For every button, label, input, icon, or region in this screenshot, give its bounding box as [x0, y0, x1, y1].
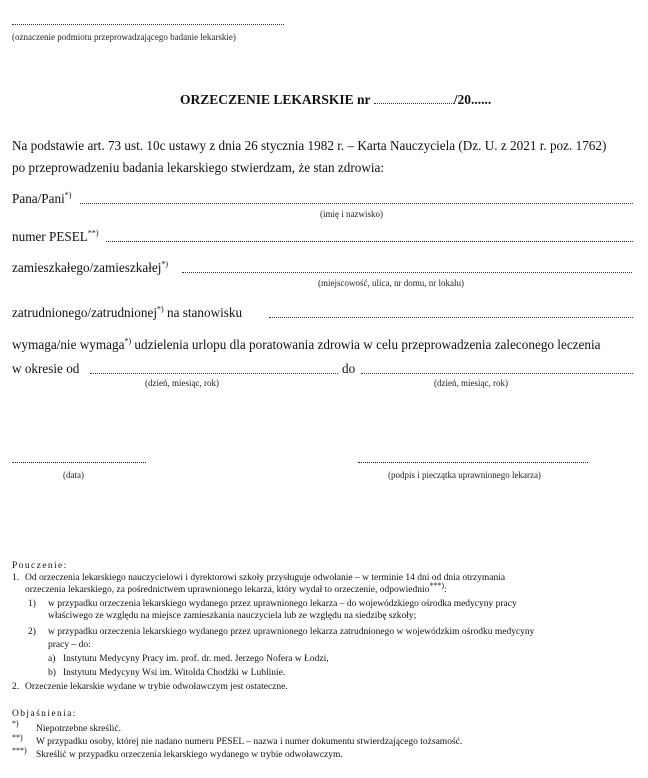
intro-line-2: po przeprowadzeniu badania lekarskiego stwierdzam, że stan zdrowia: [12, 160, 385, 175]
employed-label: zatrudnionego/zatrudnionej*) na stanowisku [12, 304, 243, 320]
document-title [180, 92, 491, 108]
sub-b-text: Instytutu Medycyny Wsi im. Witolda Chodźki w Lublinie. [63, 668, 286, 678]
title-number-field[interactable] [374, 93, 454, 104]
sub-1-num: 1) [28, 599, 36, 609]
period-from-field[interactable] [90, 373, 338, 374]
instruction-item-1-line-2: orzeczenia lekarskiego, za pośrednictwem uprawnionego lekarza, który wydał to orzeczenie, odpowiednio***): [25, 580, 447, 595]
sub-1-line-1: w przypadku orzeczenia lekarskiego wydanego przez uprawnionego lekarza – do wojewódzkiego ośrodka medycyny pracy [48, 599, 517, 609]
name-field[interactable] [80, 203, 633, 204]
period-to-label: do [342, 361, 356, 376]
requires-line: wymaga/nie wymaga*) udzielenia urlopu dla poratowania zdrowia w celu przeprowadzenia zaleconego leczenia [12, 336, 601, 352]
sub-b-num: b) [48, 668, 56, 678]
instruction-heading: Pouczenie: [12, 561, 68, 571]
explanation-2-text: W przypadku osoby, której nie nadano numeru PESEL – nazwa i numer dokumentu stwierdzającego tożsamość. [36, 737, 463, 747]
explanation-3-mark: ***) [12, 746, 27, 755]
instruction-item-1-line-1: Od orzeczenia lekarskiego nauczycielowi i dyrektorowi szkoły przysługuje odwołanie – w terminie 14 dni od dnia otrzymania [25, 573, 506, 583]
date-field[interactable] [12, 462, 146, 463]
residence-field[interactable] [182, 272, 632, 273]
sub-2-num: 2) [28, 627, 36, 637]
explanations-heading: Objaśnienia: [12, 709, 77, 719]
title-number-suffix: /20...... [453, 92, 492, 107]
title-text: ORZECZENIE LEKARSKIE nr [180, 92, 371, 107]
period-to-field[interactable] [361, 373, 633, 374]
entity-line[interactable] [12, 24, 284, 25]
sub-2-line-1: w przypadku orzeczenia lekarskiego wydanego przez uprawnionego lekarza zatrudnionego w wojewódzkim ośrodku medycyny [48, 627, 535, 637]
period-from-label: w okresie od [12, 361, 80, 376]
explanation-3-text: Skreślić w przypadku orzeczenia lekarskiego wydanego w trybie odwoławczym. [36, 750, 343, 760]
sub-2-line-2: pracy – do: [48, 640, 91, 650]
instruction-item-2-num: 2. [12, 682, 20, 692]
signature-field[interactable] [358, 462, 588, 463]
footnote-mark: *) [64, 190, 72, 200]
sub-a-text: Instytutu Medycyny Pracy im. prof. dr. med. Jerzego Nofera w Łodzi, [63, 654, 329, 664]
footnote-mark: **) [87, 228, 99, 238]
explanation-1-text: Niepotrzebne skreślić. [36, 724, 121, 734]
pesel-field[interactable] [106, 241, 633, 242]
name-caption: (imię i nazwisko) [320, 209, 383, 219]
instruction-item-2-text: Orzeczenie lekarskie wydane w trybie odwoławczym jest ostateczne. [25, 682, 288, 692]
explanation-1-mark: *) [12, 719, 19, 728]
name-label: Pana/Pani*) [12, 190, 72, 206]
footnote-mark: *) [124, 336, 132, 346]
from-date-caption: (dzień, miesiąc, rok) [145, 378, 219, 388]
sub-a-num: a) [48, 654, 56, 664]
footnote-mark: *) [157, 304, 164, 314]
entity-caption: (oznaczenie podmiotu przeprowadzającego badanie lekarskie) [12, 32, 236, 42]
instruction-item-1-num: 1. [12, 573, 20, 583]
residence-caption: (miejscowość, ulica, nr domu, nr lokalu) [318, 278, 464, 288]
to-date-caption: (dzień, miesiąc, rok) [434, 378, 508, 388]
explanation-2-mark: **) [12, 733, 23, 742]
date-caption: (data) [63, 470, 84, 480]
residence-label: zamieszkałego/zamieszkałej*) [12, 259, 169, 275]
sub-1-line-2: właściwego ze względu na miejsce zamieszkania nauczyciela lub ze względu na siedzibę szkoły; [48, 611, 417, 621]
intro-line-1: Na podstawie art. 73 ust. 10c ustawy z dnia 26 stycznia 1982 r. – Karta Nauczyciela (Dz. U. z 2021 r. poz. 1762) [12, 138, 607, 153]
footnote-mark: *) [161, 259, 169, 269]
position-field[interactable] [269, 317, 633, 318]
pesel-label: numer PESEL**) [12, 228, 99, 244]
signature-caption: (podpis i pieczątka uprawnionego lekarza) [388, 470, 541, 480]
